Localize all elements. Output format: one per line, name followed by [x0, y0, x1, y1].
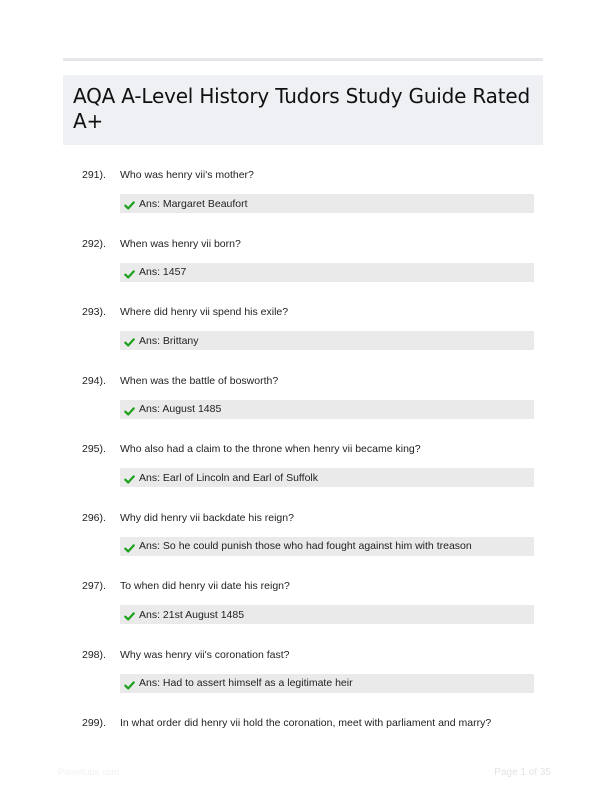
question-item	[0, 235, 606, 304]
question-list	[0, 166, 606, 783]
question-item	[0, 646, 606, 715]
question-number: 297).	[82, 580, 106, 592]
answer-text: Ans: Earl of Lincoln and Earl of Suffolk	[139, 471, 318, 484]
answer-box	[120, 468, 534, 487]
question-number: 298).	[82, 648, 106, 661]
question-item	[0, 303, 606, 372]
question-number: 299).	[82, 717, 106, 729]
question-number: 294).	[82, 374, 106, 387]
question-text: Who also had a claim to the throne when henry vii became king?	[120, 443, 421, 455]
check-icon	[124, 678, 135, 689]
top-divider	[63, 58, 543, 61]
answer-text: Ans: Brittany	[139, 334, 199, 347]
question-item	[0, 440, 606, 509]
check-icon	[124, 198, 135, 209]
answer-box	[120, 674, 534, 693]
answer-text: Ans: 21st August 1485	[139, 608, 245, 621]
answer-text: Ans: Margaret Beaufort	[139, 197, 248, 210]
check-icon	[124, 472, 135, 483]
check-icon	[124, 267, 135, 278]
answer-text: Ans: August 1485	[139, 403, 222, 415]
answer-box	[120, 194, 534, 213]
question-number: 295).	[82, 443, 106, 455]
question-number: 293).	[82, 306, 106, 318]
question-number: 292).	[82, 237, 106, 250]
question-item	[0, 372, 606, 441]
question-number: 291).	[82, 169, 106, 181]
answer-text: Ans: 1457	[139, 266, 187, 278]
answer-box	[120, 400, 534, 419]
question-item	[0, 577, 606, 646]
question-text: To when did henry vii date his reign?	[120, 580, 290, 592]
question-text: Where did henry vii spend his exile?	[120, 306, 289, 318]
check-icon	[124, 541, 135, 552]
question-text: Who was henry vii's mother?	[120, 169, 254, 181]
check-icon	[124, 404, 135, 415]
question-item	[0, 509, 606, 578]
check-icon	[124, 335, 135, 346]
question-text: When was henry vii born?	[120, 237, 241, 250]
answer-text: Ans: So he could punish those who had fought against him with treason	[139, 540, 472, 552]
question-text: In what order did henry vii hold the coronation, meet with parliament and marry?	[120, 717, 492, 729]
question-item	[0, 166, 606, 235]
answer-box	[120, 263, 534, 282]
page-number: Page 1 of 35	[494, 767, 551, 778]
check-icon	[124, 609, 135, 620]
question-number: 296).	[82, 511, 106, 524]
answer-box	[120, 537, 534, 556]
answer-text: Ans: Had to assert himself as a legitimate heir	[139, 677, 353, 689]
question-text: Why did henry vii backdate his reign?	[120, 511, 294, 524]
watermark: Papertube.com	[58, 767, 120, 777]
title-banner	[63, 75, 543, 145]
question-text: When was the battle of bosworth?	[120, 374, 279, 387]
page-title: AQA A-Level History Tudors Study Guide Rated A+	[73, 84, 530, 133]
answer-box	[120, 331, 534, 350]
question-text: Why was henry vii's coronation fast?	[120, 648, 290, 661]
answer-box	[120, 605, 534, 624]
